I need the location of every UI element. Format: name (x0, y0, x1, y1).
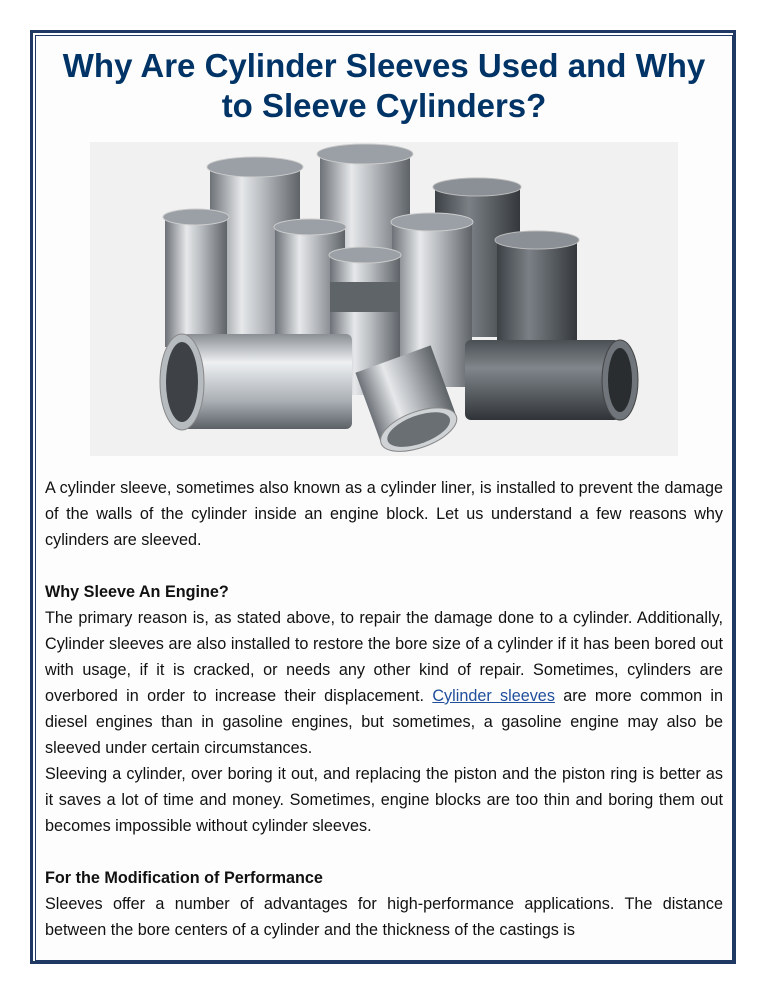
intro-paragraph: A cylinder sleeve, sometimes also known as a cylinder liner, is installed to prevent the damage of the walls of the cylinder inside an engine block. Let us understand a few reasons why cylinders are sleeved. (45, 479, 723, 549)
paragraph-text: are more common in diesel engines than in gasoline engines, but sometimes, a gasoline engine may also be sleeved under certain circumstances. (45, 687, 724, 757)
paragraph-text: The primary reason is, as stated above, to repair the damage done to a cylinder. Additionally, Cylinder sleeves are also installed to restore the bore size of a cylinder if it has been bored out with usage, if it is cracked, or needs any other kind of repair. Sometimes, cylinders are overbored in order to increase their displacement. (45, 609, 723, 705)
cylinder-sleeves-photo (90, 142, 678, 456)
why-sleeve-paragraph (45, 605, 723, 761)
performance-paragraph: Sleeves offer a number of advantages for high-performance applications. The distance between the bore centers of a cylinder and the thickness of the castings is (45, 895, 723, 939)
section-heading-why-sleeve: Why Sleeve An Engine? (45, 583, 229, 601)
section-heading-performance: For the Modification of Performance (45, 869, 323, 887)
cylinder-sleeves-link[interactable]: Cylinder sleeves (432, 687, 555, 705)
sleeving-paragraph: Sleeving a cylinder, over boring it out, and replacing the piston and the piston ring is better as it saves a lot of time and money. Sometimes, engine blocks are too thin and boring them out becomes impossible without cylinder sleeves. (45, 765, 723, 835)
cylinder-sleeve-group (160, 144, 638, 456)
article-body (45, 475, 723, 943)
page-title: Why Are Cylinder Sleeves Used and Why to Sleeve Cylinders? (62, 47, 706, 124)
